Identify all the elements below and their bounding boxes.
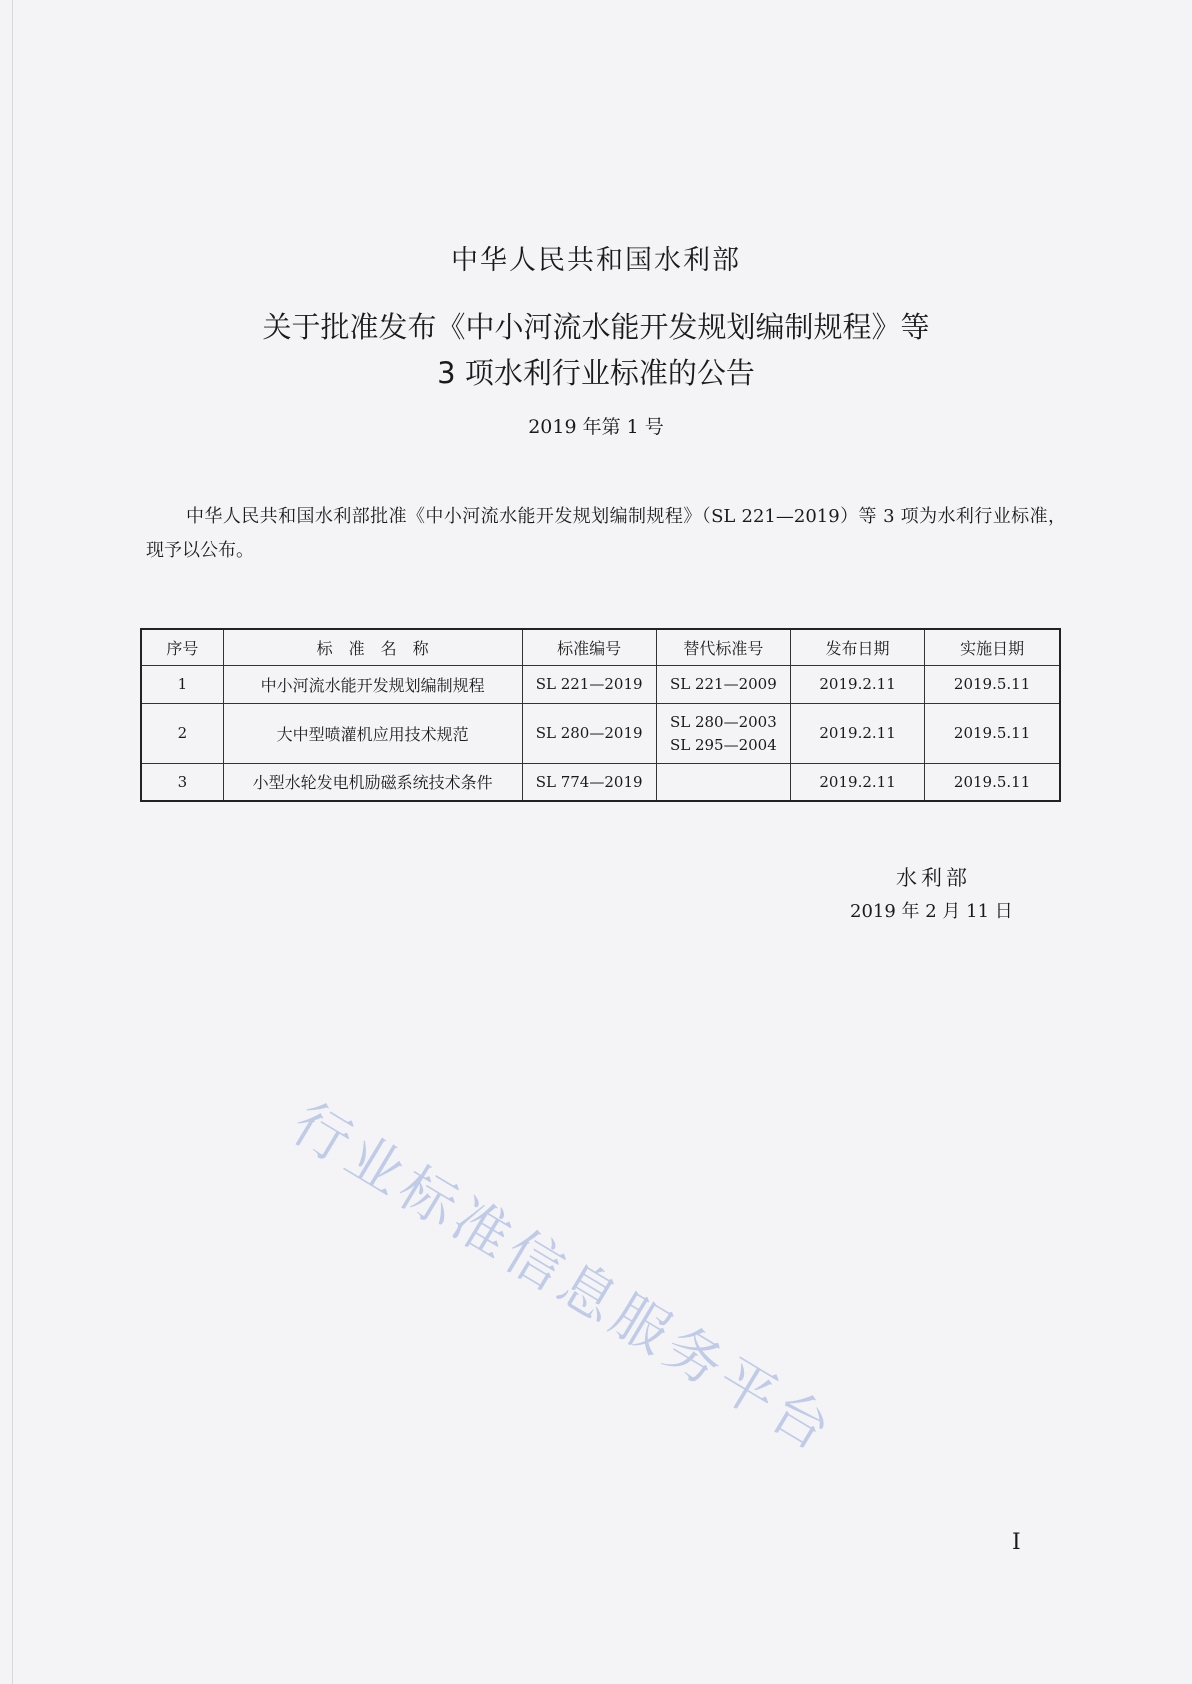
table-row <box>141 703 1060 763</box>
cell-name: 小型水轮发电机励磁系统技术条件 <box>223 763 522 801</box>
announcement-title-line-2: 3 项水利行业标准的公告 <box>437 356 755 390</box>
announcement-body: 中华人民共和国水利部批准《中小河流水能开发规划编制规程》（SL 221—2019）等 3 项为水利行业标准，现予以公布。 <box>146 506 1066 561</box>
table-header-row <box>141 629 1060 665</box>
cell-name: 大中型喷灌机应用技术规范 <box>223 703 522 763</box>
cell-effective-date: 2019.5.11 <box>925 665 1060 703</box>
header-replaced: 替代标准号 <box>656 629 790 665</box>
announcement-title-line-1: 关于批准发布《中小河流水能开发规划编制规程》等 <box>262 310 930 344</box>
watermark-text: 行业标准信息服务平台 <box>280 1090 846 1467</box>
page-number: I <box>1012 1530 1021 1555</box>
cell-code: SL 280—2019 <box>522 703 656 763</box>
cell-replaced <box>656 763 790 801</box>
cell-code: SL 221—2019 <box>522 665 656 703</box>
table-row <box>141 665 1060 703</box>
replaced-code: SL 221—2009 <box>669 675 777 693</box>
cell-effective-date: 2019.5.11 <box>925 703 1060 763</box>
header-seq: 序号 <box>141 629 223 665</box>
cell-replaced <box>656 703 790 763</box>
cell-issue-date: 2019.2.11 <box>790 763 924 801</box>
cell-effective-date: 2019.5.11 <box>925 763 1060 801</box>
header-effective-date: 实施日期 <box>925 629 1060 665</box>
cell-issue-date: 2019.2.11 <box>790 703 924 763</box>
header-issue-date: 发布日期 <box>790 629 924 665</box>
cell-seq: 3 <box>141 763 223 801</box>
cell-code: SL 774—2019 <box>522 763 656 801</box>
cell-name: 中小河流水能开发规划编制规程 <box>223 665 522 703</box>
cell-replaced <box>656 665 790 703</box>
cell-seq: 1 <box>141 665 223 703</box>
header-name: 标 准 名 称 <box>223 629 522 665</box>
replaced-code: SL 295—2004 <box>669 735 777 754</box>
ministry-name: 中华人民共和国水利部 <box>451 245 741 276</box>
document-number: 2019 年第 1 号 <box>528 416 664 438</box>
signature-date: 2019 年 2 月 11 日 <box>850 901 1013 922</box>
table-row <box>141 763 1060 801</box>
cell-issue-date: 2019.2.11 <box>790 665 924 703</box>
header-code: 标准编号 <box>522 629 656 665</box>
signature-organization: 水利部 <box>896 866 971 890</box>
standards-table <box>140 628 1061 802</box>
cell-seq: 2 <box>141 703 223 763</box>
replaced-code: SL 280—2003 <box>669 712 777 731</box>
